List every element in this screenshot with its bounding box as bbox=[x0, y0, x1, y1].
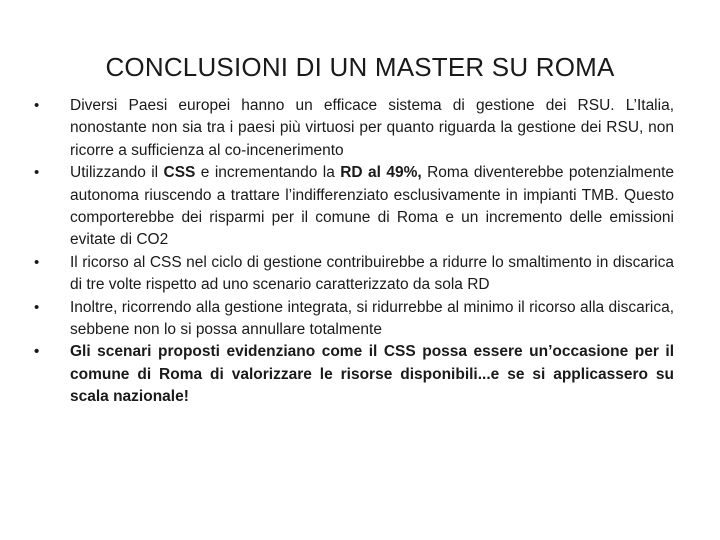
bullet-text: Gli scenari proposti evidenziano come il CSS possa essere un’occasione per il comune di Roma di valorizzare le risorse disponibili...e se si applicassero su scala nazionale! bbox=[70, 343, 674, 406]
bullet-marker: • bbox=[34, 298, 40, 316]
bullet-item-1 bbox=[34, 95, 674, 162]
bullet-text-bold: CSS bbox=[163, 164, 196, 182]
bullet-text: Il ricorso al CSS nel ciclo di gestione contribuirebbe a ridurre lo smaltimento in discarica di tre volte rispetto ad uno scenario caratterizzato da sola RD bbox=[70, 253, 674, 294]
bullet-marker: • bbox=[34, 97, 40, 114]
bullet-item-4 bbox=[34, 297, 674, 342]
bullet-item-2 bbox=[34, 162, 674, 252]
bullet-marker: • bbox=[34, 253, 40, 271]
bullet-item-3 bbox=[34, 252, 674, 297]
bullet-text: Diversi Paesi europei hanno un efficace sistema di gestione dei RSU. L’Italia, nonostante non sia tra i paesi più virtuosi per quanto riguarda la gestione dei RSU, non ricorre a sufficienza al co-incenerimento bbox=[70, 97, 674, 159]
slide-title: CONCLUSIONI DI UN MASTER SU ROMA bbox=[105, 52, 615, 82]
bullet-marker: • bbox=[34, 343, 40, 361]
bullet-list bbox=[34, 95, 674, 409]
bullet-text-bold: RD al 49%, bbox=[340, 164, 422, 182]
bullet-text-part: Roma diventerebbe potenzialmente autonoma riuscendo a trattare l’indifferenziato esclusivamente in impianti TMB. Questo comporterebbe dei risparmi per il comune di Roma e un incremento delle emissioni evitate di CO2 bbox=[70, 164, 674, 249]
bullet-item-5 bbox=[34, 341, 674, 408]
bullet-text: Inoltre, ricorrendo alla gestione integrata, si ridurrebbe al minimo il ricorso alla discarica, sebbene non lo si possa annullare totalmente bbox=[70, 298, 674, 339]
bullet-marker: • bbox=[34, 164, 40, 182]
bullet-text-part: e incrementando la bbox=[195, 164, 341, 182]
bullet-text-part: Utilizzando il bbox=[70, 164, 164, 182]
